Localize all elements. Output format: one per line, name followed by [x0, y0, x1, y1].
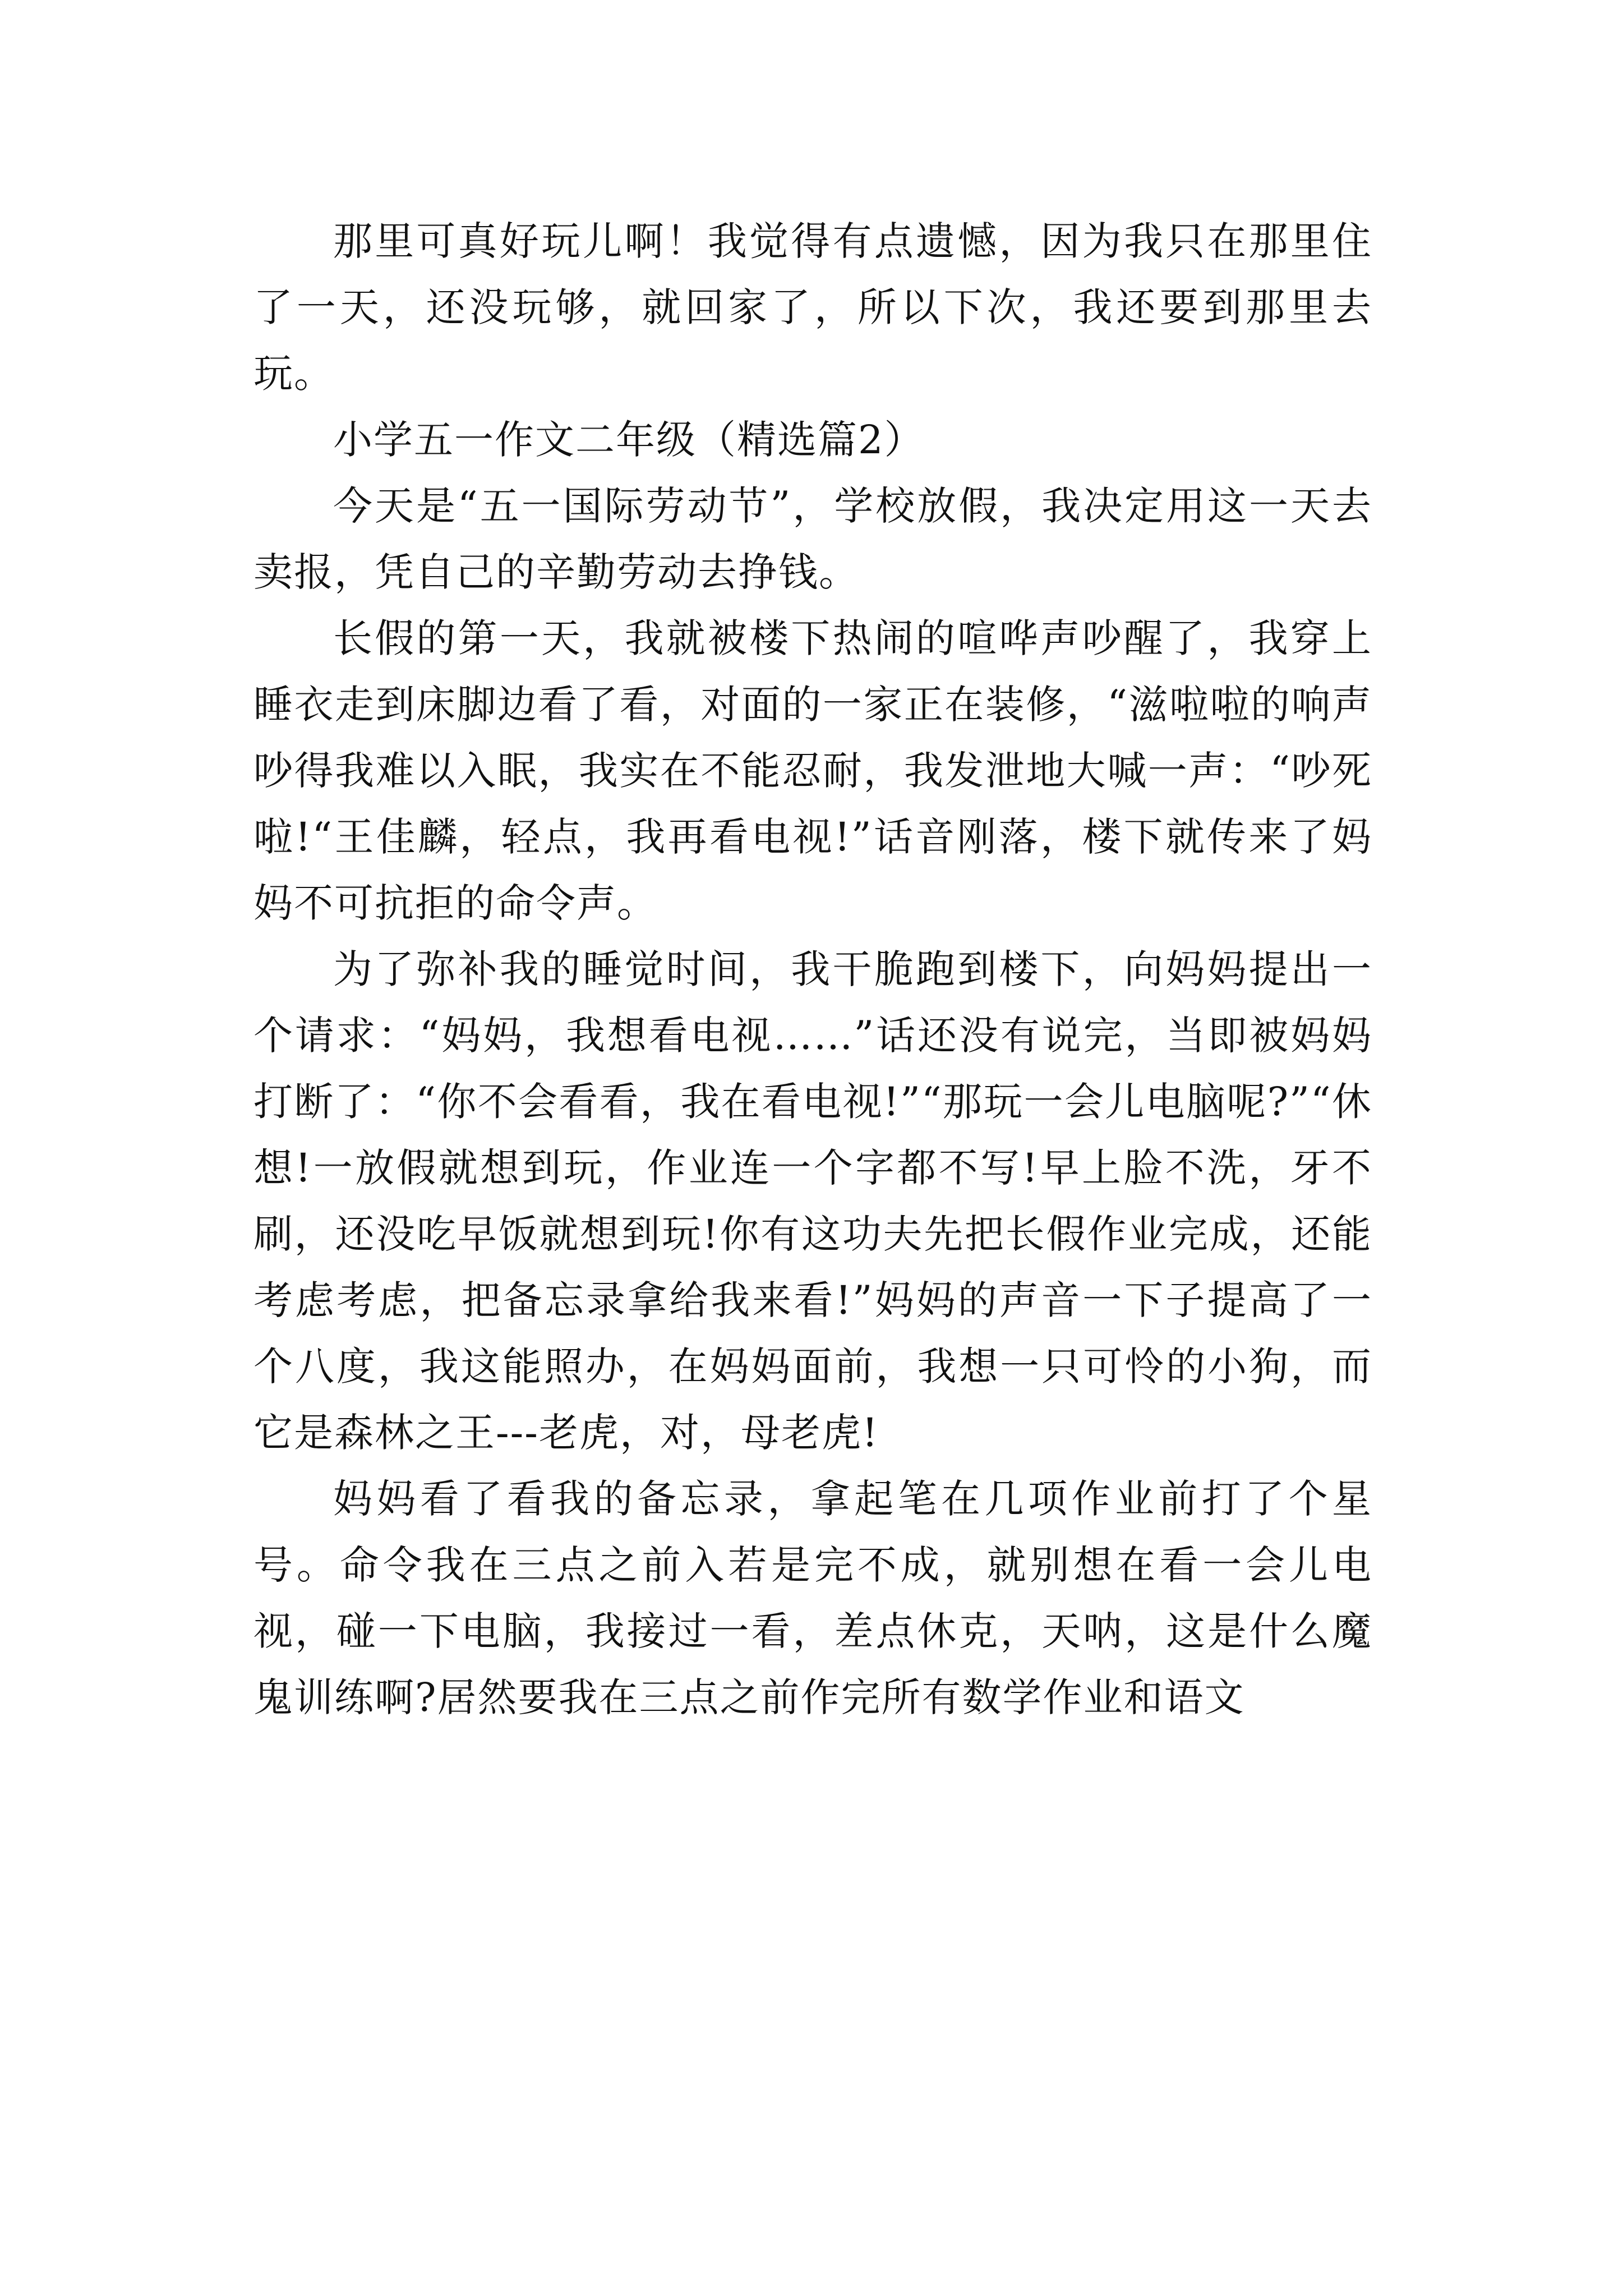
paragraph-1: 那里可真好玩儿啊！我觉得有点遗憾，因为我只在那里住了一天，还没玩够，就回家了，所以下次，我还要到那里去玩。: [253, 218, 1372, 397]
section-heading: 小学五一作文二年级（精选篇2）: [333, 417, 925, 463]
document-body: [253, 208, 1372, 1731]
paragraph-4: 为了弥补我的睡觉时间，我干脆跑到楼下，向妈妈提出一个请求：“妈妈，我想看电视……”话还没有说完，当即被妈妈打断了：“你不会看看，我在看电视!”“那玩一会儿电脑呢?”“休想!一放假就想到玩，作业连一个字都不写!早上脸不洗，牙不刷，还没吃早饭就想到玩!你有这功夫先把长假作业完成，还能考虑考虑，把备忘录拿给我来看!”妈妈的声音一下子提高了一个八度，我这能照办，在妈妈面前，我想一只可怜的小狗，而它是森林之王---老虎，对，母老虎!: [253, 946, 1372, 1456]
paragraph-2: 今天是“五一国际劳动节”，学校放假，我决定用这一天去卖报，凭自己的辛勤劳动去挣钱。: [253, 483, 1372, 595]
paragraph-3: 长假的第一天，我就被楼下热闹的喧哗声吵醒了，我穿上睡衣走到床脚边看了看，对面的一家正在装修，“滋啦啦的响声吵得我难以入眠，我实在不能忍耐，我发泄地大喊一声：“吵死啦!“王佳麟，轻点，我再看电视!”话音刚落，楼下就传来了妈妈不可抗拒的命令声。: [253, 615, 1372, 926]
paragraph-5: 妈妈看了看我的备忘录，拿起笔在几项作业前打了个星号。命令我在三点之前入若是完不成，就别想在看一会儿电视，碰一下电脑，我接过一看，差点休克，天呐，这是什么魔鬼训练啊?居然要我在三点之前作完所有数学作业和语文: [253, 1476, 1372, 1720]
